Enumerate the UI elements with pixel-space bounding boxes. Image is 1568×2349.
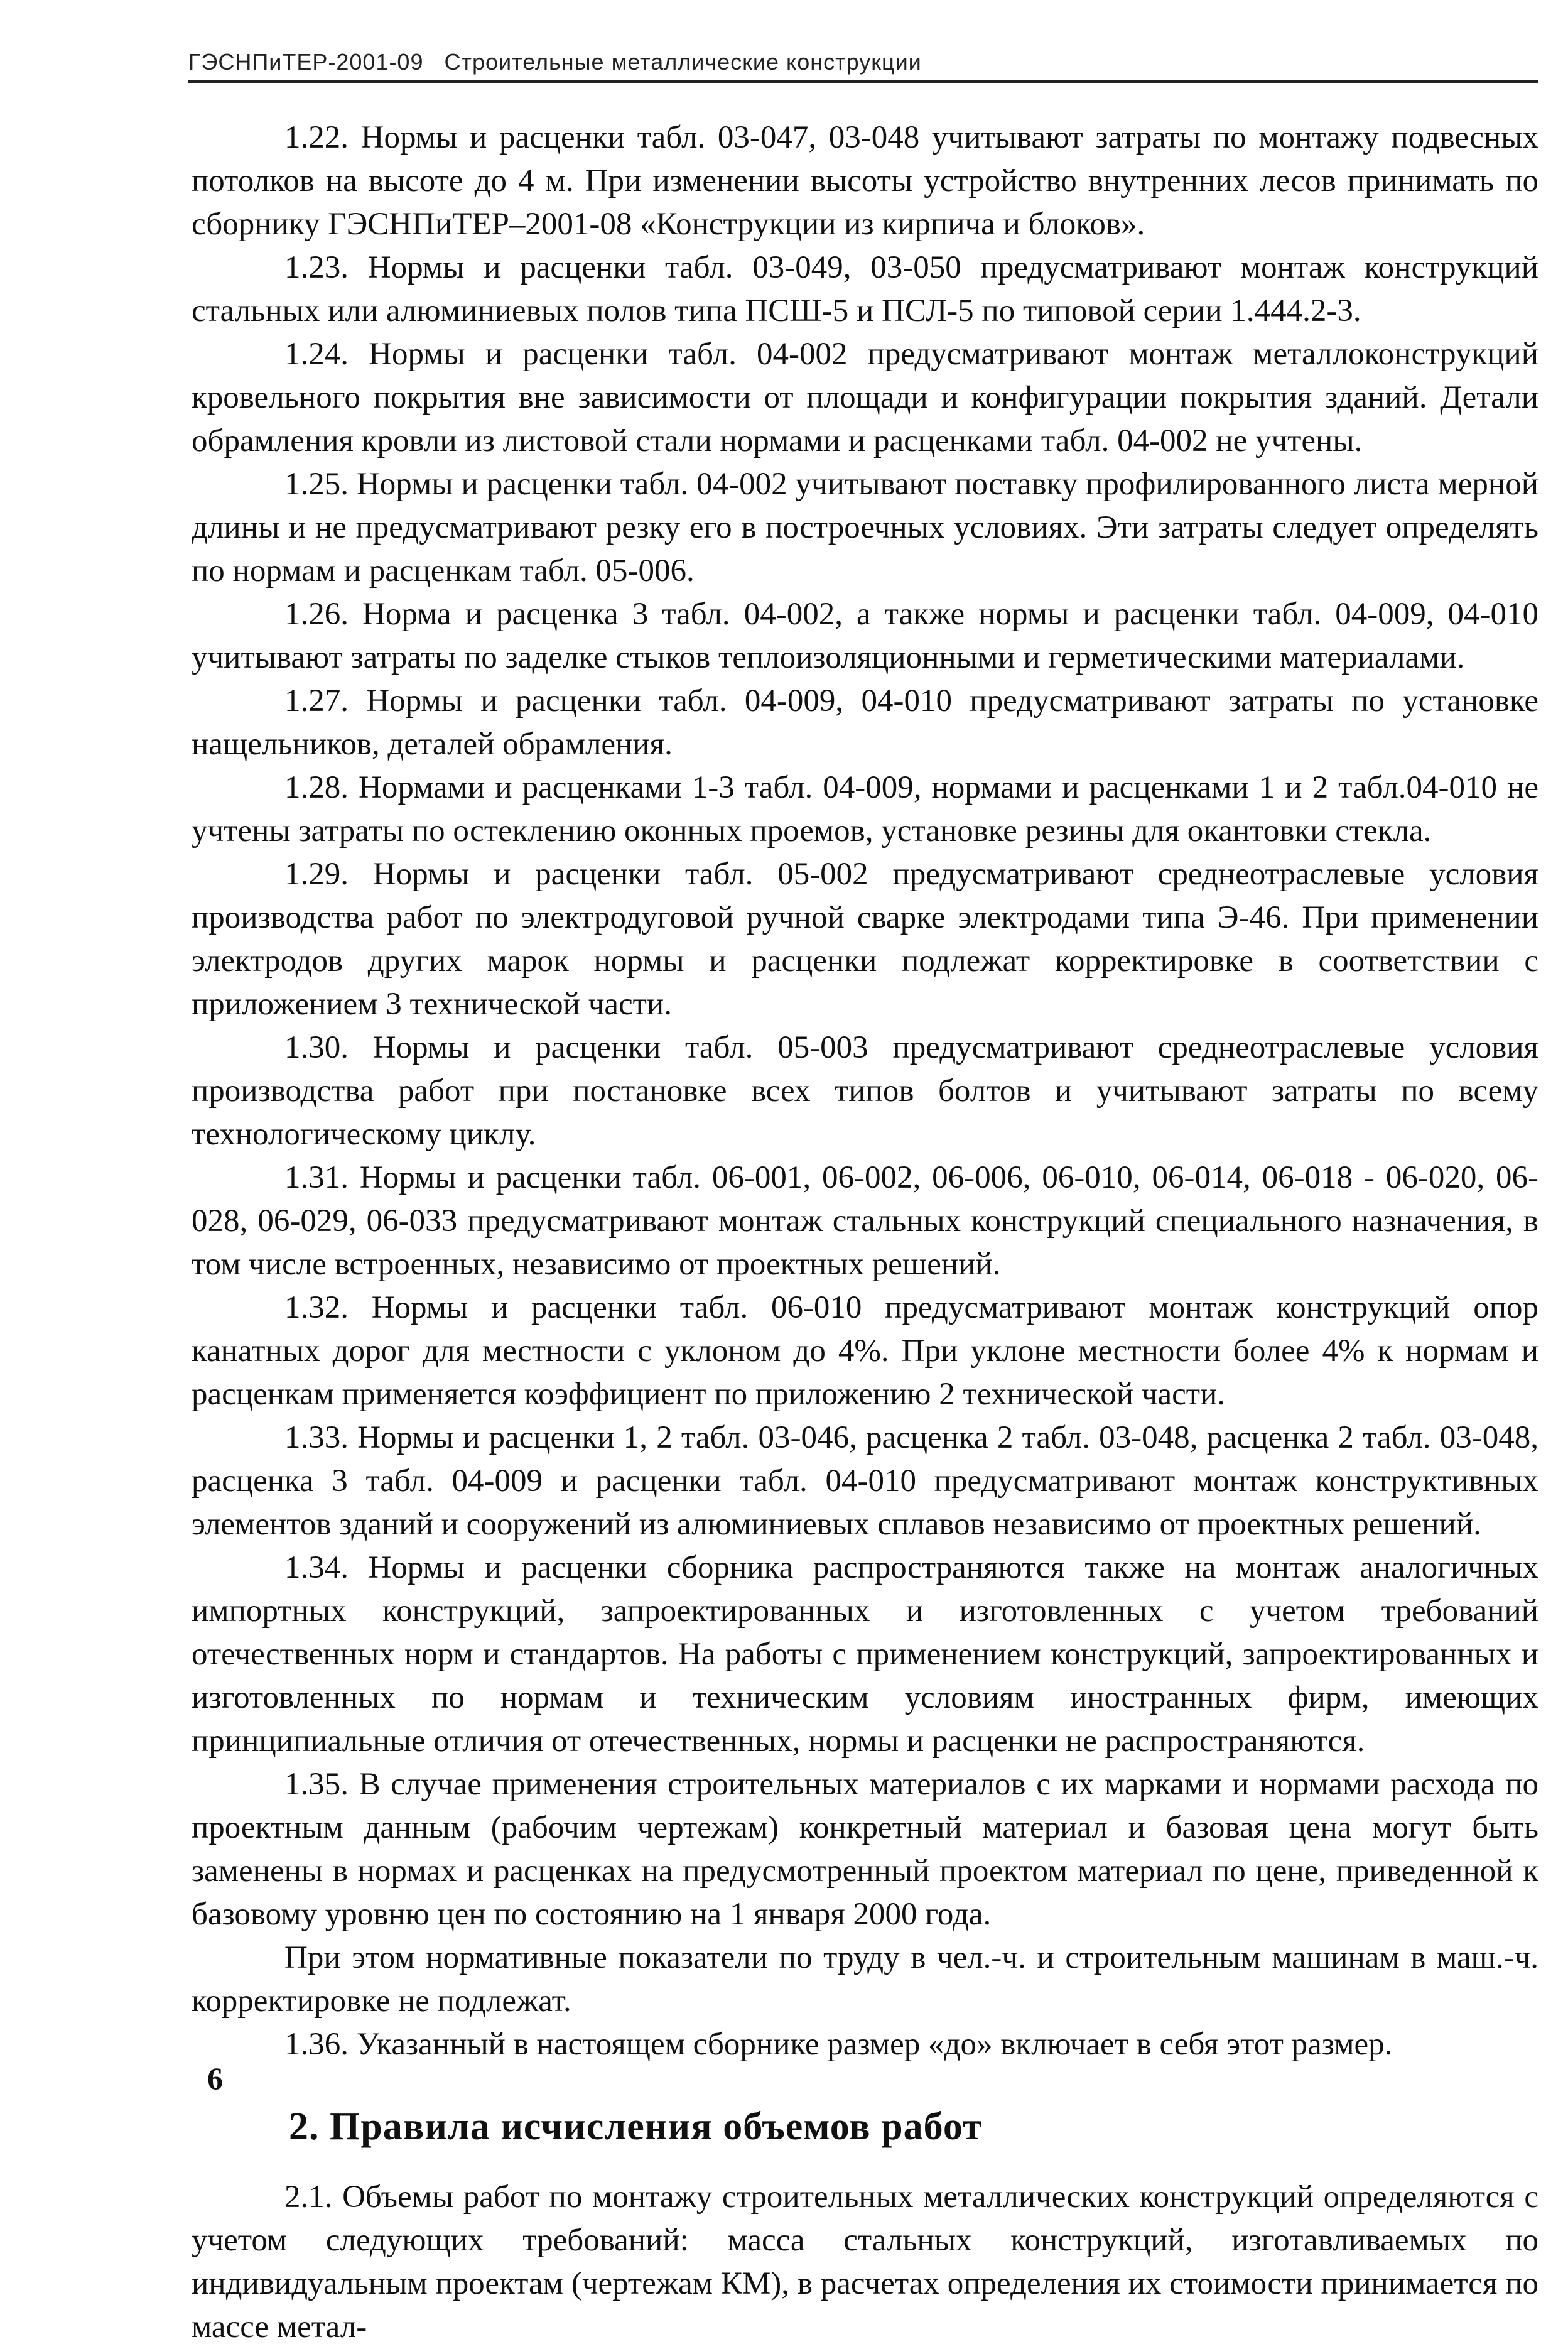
- paragraph-1-25: 1.25. Нормы и расценки табл. 04-002 учитывают поставку профилированного листа мерной длины и не предусматривают резку его в построечных условиях. Эти затраты следует определять по нормам и расценкам табл. 05-006.: [192, 467, 1538, 589]
- paragraph-1-31: 1.31. Нормы и расценки табл. 06-001, 06-002, 06-006, 06-010, 06-014, 06-018 - 06-020, 06-028, 06-029, 06-033 предусматривают монтаж стальных конструкций специального назначения, в том числе встроенных, независимо от проектных решений.: [192, 1160, 1538, 1282]
- paragraph-1-28: 1.28. Нормами и расценками 1-3 табл. 04-009, нормами и расценками 1 и 2 табл.04-010 не учтены затраты по остеклению оконных проемов, установке резины для окантовки стекла.: [192, 770, 1538, 849]
- section-heading: 2. Правила исчисления объемов работ: [289, 2105, 983, 2148]
- header-divider: [188, 80, 1538, 83]
- paragraph-1-30: 1.30. Нормы и расценки табл. 05-003 предусматривают среднеотраслевые условия производства работ при постановке всех типов болтов и учитывают затраты по всему технологическому циклу.: [192, 1030, 1538, 1152]
- page-number: 6: [207, 2061, 223, 2096]
- collection-title: Строительные металлические конструкции: [444, 49, 922, 75]
- document-body: [192, 116, 1538, 2349]
- paragraph-1-23: 1.23. Нормы и расценки табл. 03-049, 03-050 предусматривают монтаж конструкций стальных или алюминиевых полов типа ПСШ-5 и ПСЛ-5 по типовой серии 1.444.2-3.: [192, 250, 1538, 328]
- paragraph-1-34: 1.34. Нормы и расценки сборника распространяются также на монтаж аналогичных импортных конструкций, запроектированных и изготовленных с учетом требований отечественных норм и стандартов. На работы с применением конструкций, запроектированных и изготовленных по нормам и техническим условиям иностранных фирм, имеющих принципиальные отличия от отечественных, нормы и расценки не распространяются.: [192, 1550, 1538, 1759]
- paragraph-1-33: 1.33. Нормы и расценки 1, 2 табл. 03-046, расценка 2 табл. 03-048, расценка 2 табл. 03-048, расценка 3 табл. 04-009 и расценки табл. 04-010 предусматривают монтаж конструктивных элементов зданий и сооружений из алюминиевых сплавов независимо от проектных решений.: [192, 1420, 1538, 1542]
- paragraph-1-22: 1.22. Нормы и расценки табл. 03-047, 03-048 учитывают затраты по монтажу подвесных потолков на высоте до 4 м. При изменении высоты устройство внутренних лесов принимать по сборнику ГЭСНПиТЕР–2001-08 «Конструкции из кирпича и блоков».: [192, 120, 1538, 242]
- paragraph-1-26: 1.26. Норма и расценка 3 табл. 04-002, а также нормы и расценки табл. 04-009, 04-010 учитывают затраты по заделке стыков теплоизоляционными и герметическими материалами.: [192, 597, 1538, 675]
- collection-code: ГЭСНПиТЕР-2001-09: [188, 49, 424, 75]
- paragraph-1-29: 1.29. Нормы и расценки табл. 05-002 предусматривают среднеотраслевые условия производства работ по электродуговой ручной сварке электродами типа Э-46. При применении электродов других марок нормы и расценки подлежат корректировке в соответствии с приложением 3 технической части.: [192, 857, 1538, 1022]
- paragraph-1-24: 1.24. Нормы и расценки табл. 04-002 предусматривают монтаж металлоконструкций кровельного покрытия вне зависимости от площади и конфигурации покрытия зданий. Детали обрамления кровли из листовой стали нормами и расценками табл. 04-002 не учтены.: [192, 337, 1538, 458]
- paragraph-1-35-continuation: При этом нормативные показатели по труду в чел.-ч. и строительным машинам в маш.-ч. корректировке не подлежат.: [192, 1940, 1538, 2019]
- paragraph-1-27: 1.27. Нормы и расценки табл. 04-009, 04-010 предусматривают затраты по установке нащельников, деталей обрамления.: [192, 683, 1538, 762]
- paragraph-1-36: 1.36. Указанный в настоящем сборнике размер «до» включает в себя этот размер.: [284, 2027, 1393, 2062]
- paragraph-1-32: 1.32. Нормы и расценки табл. 06-010 предусматривают монтаж конструкций опор канатных дорог для местности с уклоном до 4%. При уклоне местности более 4% к нормам и расценкам применяется коэффициент по приложению 2 технической части.: [192, 1290, 1538, 1412]
- running-header: [188, 49, 1538, 75]
- paragraph-2-1: 2.1. Объемы работ по монтажу строительных металлических конструкций определяются с учетом следующих требований: масса стальных конструкций, изготавливаемых по индивидуальным проектам (чертежам КМ), в расчетах определения их стоимости принимается по массе метал-: [192, 2179, 1538, 2345]
- paragraph-1-35: 1.35. В случае применения строительных материалов с их марками и нормами расхода по проектным данным (рабочим чертежам) конкретный материал и базовая цена могут быть заменены в нормах и расценках на предусмотренный проектом материал по цене, приведенной к базовому уровню цен по состоянию на 1 января 2000 года.: [192, 1767, 1538, 1932]
